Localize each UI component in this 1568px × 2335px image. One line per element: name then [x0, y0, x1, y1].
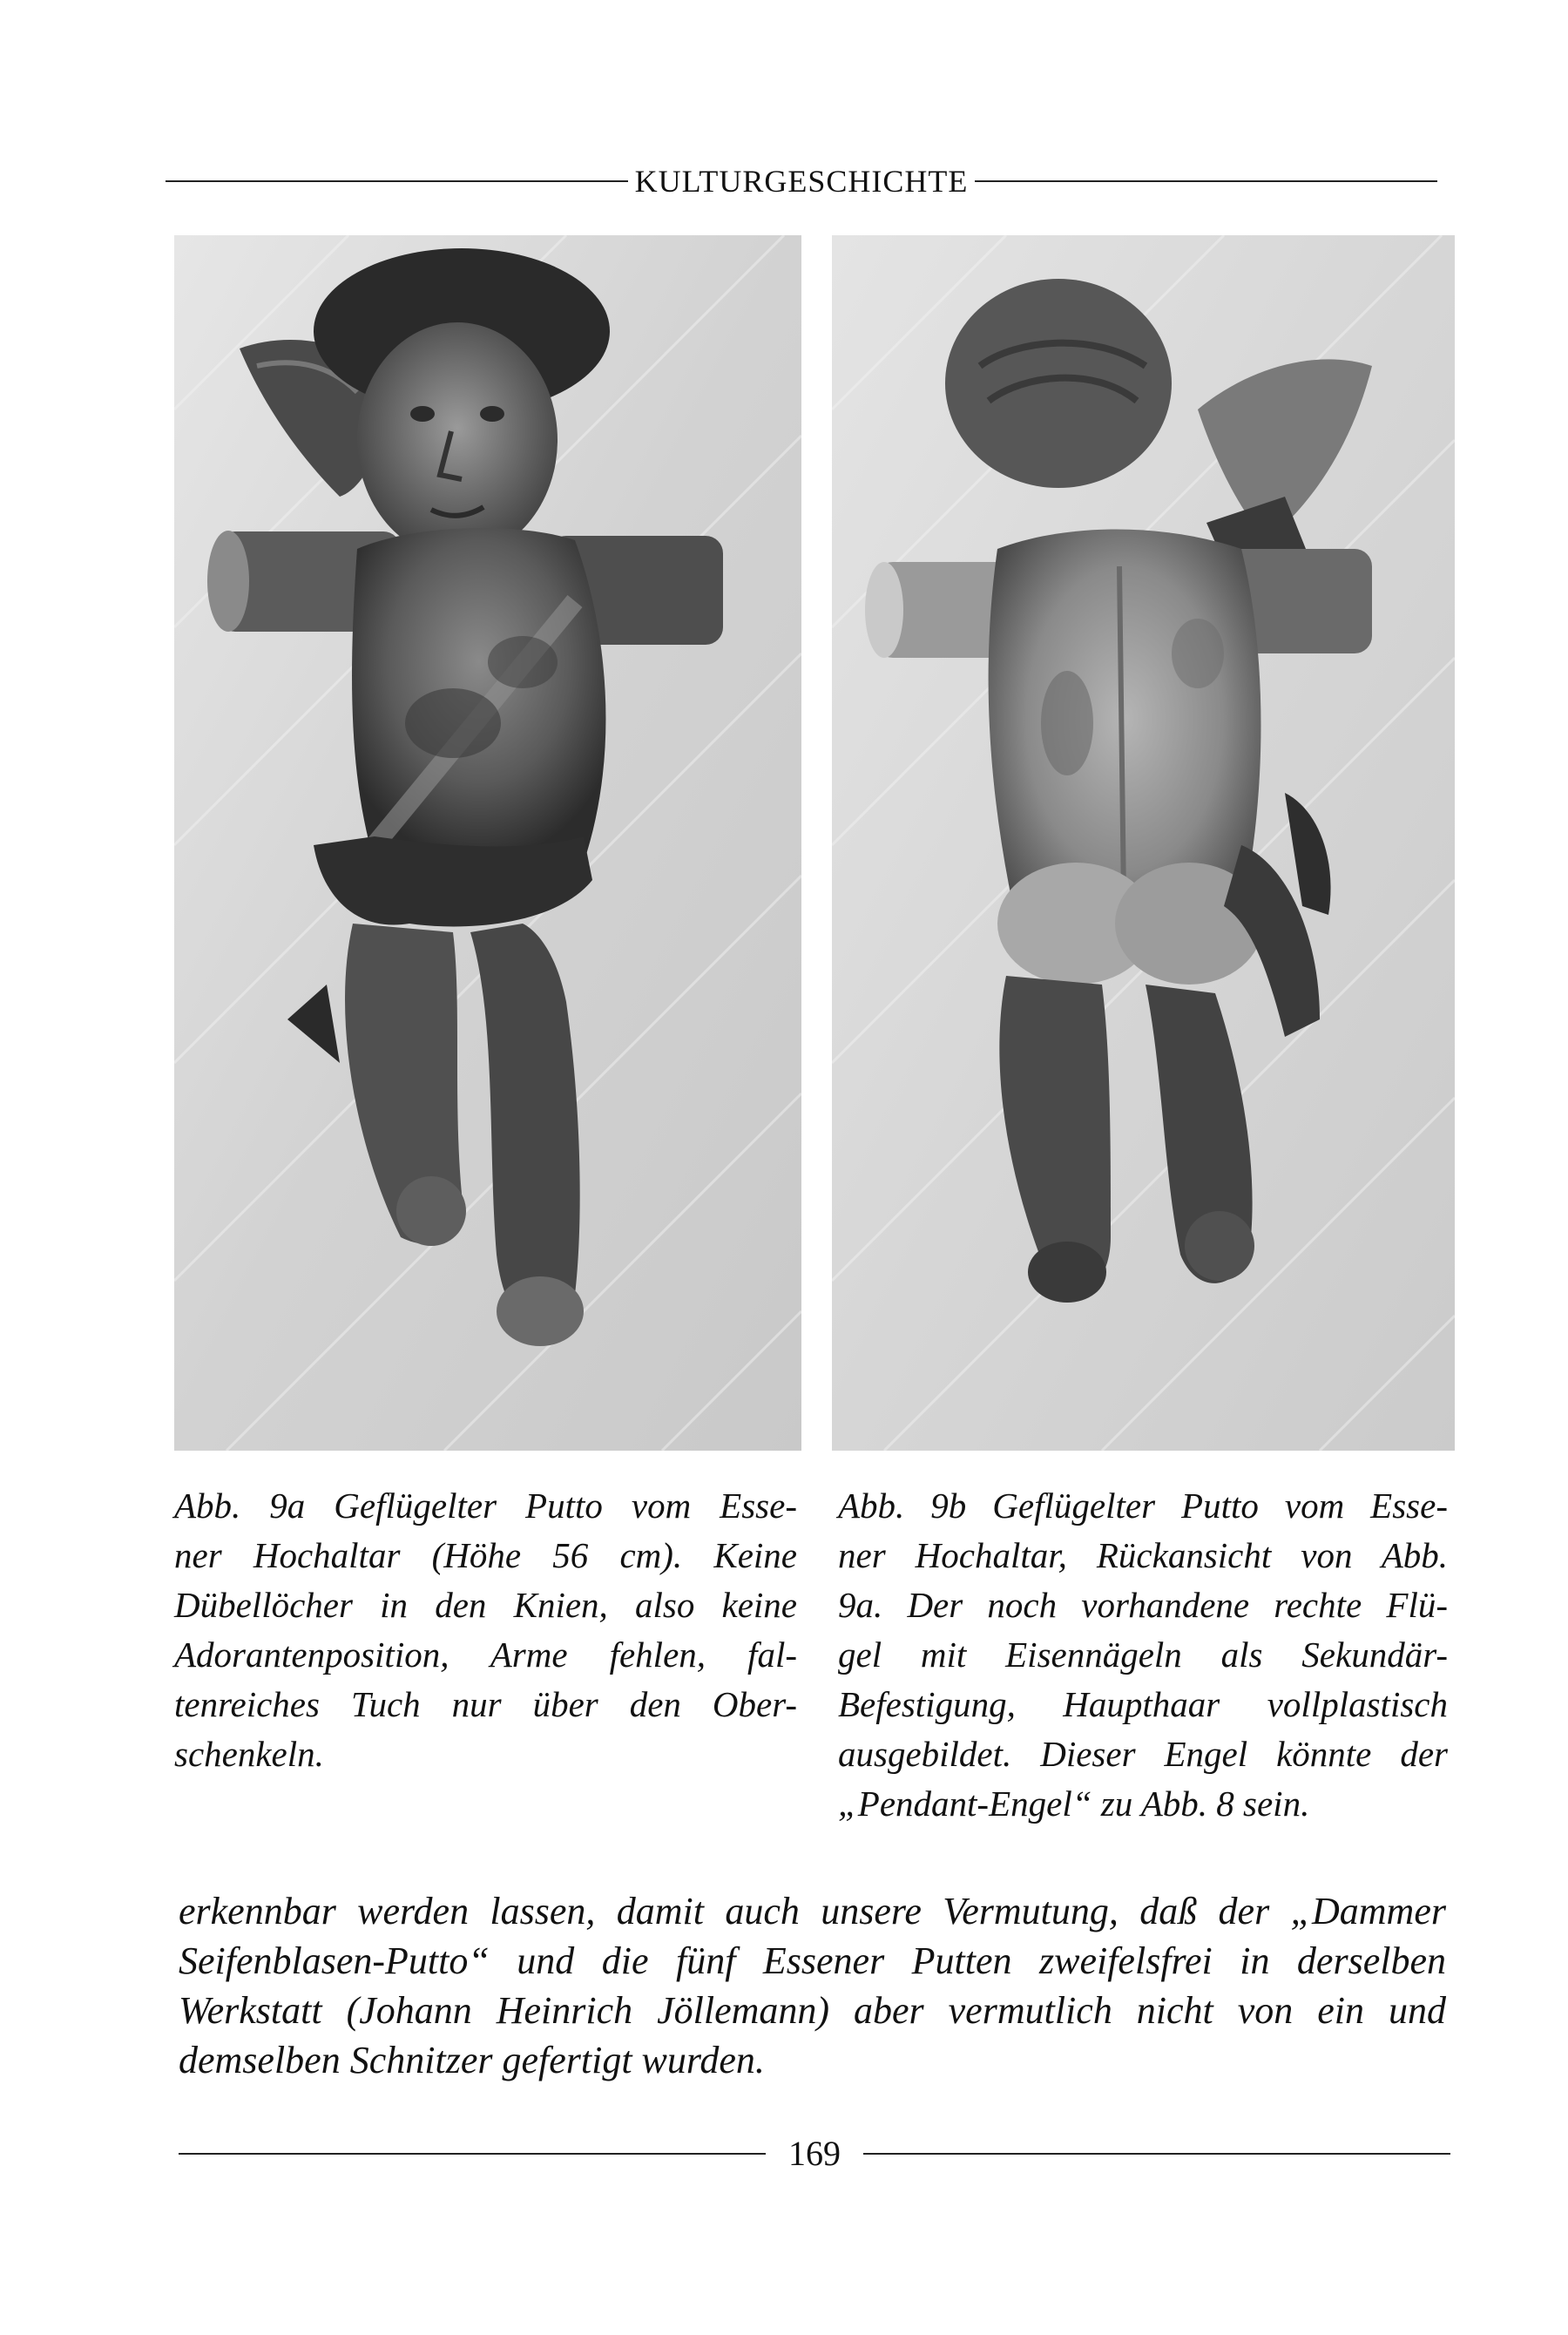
caption-line: schenkeln.	[174, 1734, 324, 1774]
page-number: 169	[788, 2134, 841, 2173]
running-title: KULTURGESCHICHTE	[634, 164, 969, 199]
caption-line: Dübellöcher in den Knien, also keine	[174, 1585, 797, 1625]
figure-9a-photo	[174, 235, 801, 1451]
footer-rule-right	[863, 2153, 1450, 2155]
body-line: Seifenblasen-Putto“ und die fünf Essener Putten zweifelsfrei in derselben	[179, 1939, 1446, 1982]
caption-line: tenreiches Tuch nur über den Ober-	[174, 1684, 797, 1724]
figure-9b-photo	[832, 235, 1455, 1451]
caption-line: Adorantenposition, Arme fehlen, fal-	[174, 1634, 797, 1675]
footer-rule-left	[179, 2153, 766, 2155]
caption-line: gel mit Eisennägeln als Sekundär-	[838, 1634, 1448, 1675]
caption-line: ner Hochaltar, Rückansicht von Abb.	[838, 1535, 1448, 1575]
header-rule-right	[975, 180, 1437, 182]
caption-line: Abb. 9a Geflügelter Putto vom Esse-	[174, 1486, 797, 1526]
figure-9a-caption	[174, 1481, 797, 1779]
body-line: demselben Schnitzer gefertigt wurden.	[179, 2039, 765, 2081]
caption-line: Befestigung, Haupthaar vollplastisch	[838, 1684, 1448, 1724]
caption-line: Abb. 9b Geflügelter Putto vom Esse-	[838, 1486, 1448, 1526]
caption-line: „Pendant-Engel“ zu Abb. 8 sein.	[838, 1783, 1310, 1824]
body-paragraph	[179, 1886, 1446, 2085]
page-footer	[179, 2135, 1450, 2173]
caption-line: 9a. Der noch vorhandene rechte Flü-	[838, 1585, 1448, 1625]
caption-line: ausgebildet. Dieser Engel könnte der	[838, 1734, 1448, 1774]
figure-9b-caption	[838, 1481, 1448, 1829]
running-header	[166, 164, 1437, 199]
body-line: erkennbar werden lassen, damit auch unsere Vermutung, daß der „Dammer	[179, 1890, 1446, 1932]
body-line: Werkstatt (Johann Heinrich Jöllemann) aber vermutlich nicht von ein und	[179, 1989, 1446, 2032]
header-rule-left	[166, 180, 628, 182]
caption-line: ner Hochaltar (Höhe 56 cm). Keine	[174, 1535, 797, 1575]
